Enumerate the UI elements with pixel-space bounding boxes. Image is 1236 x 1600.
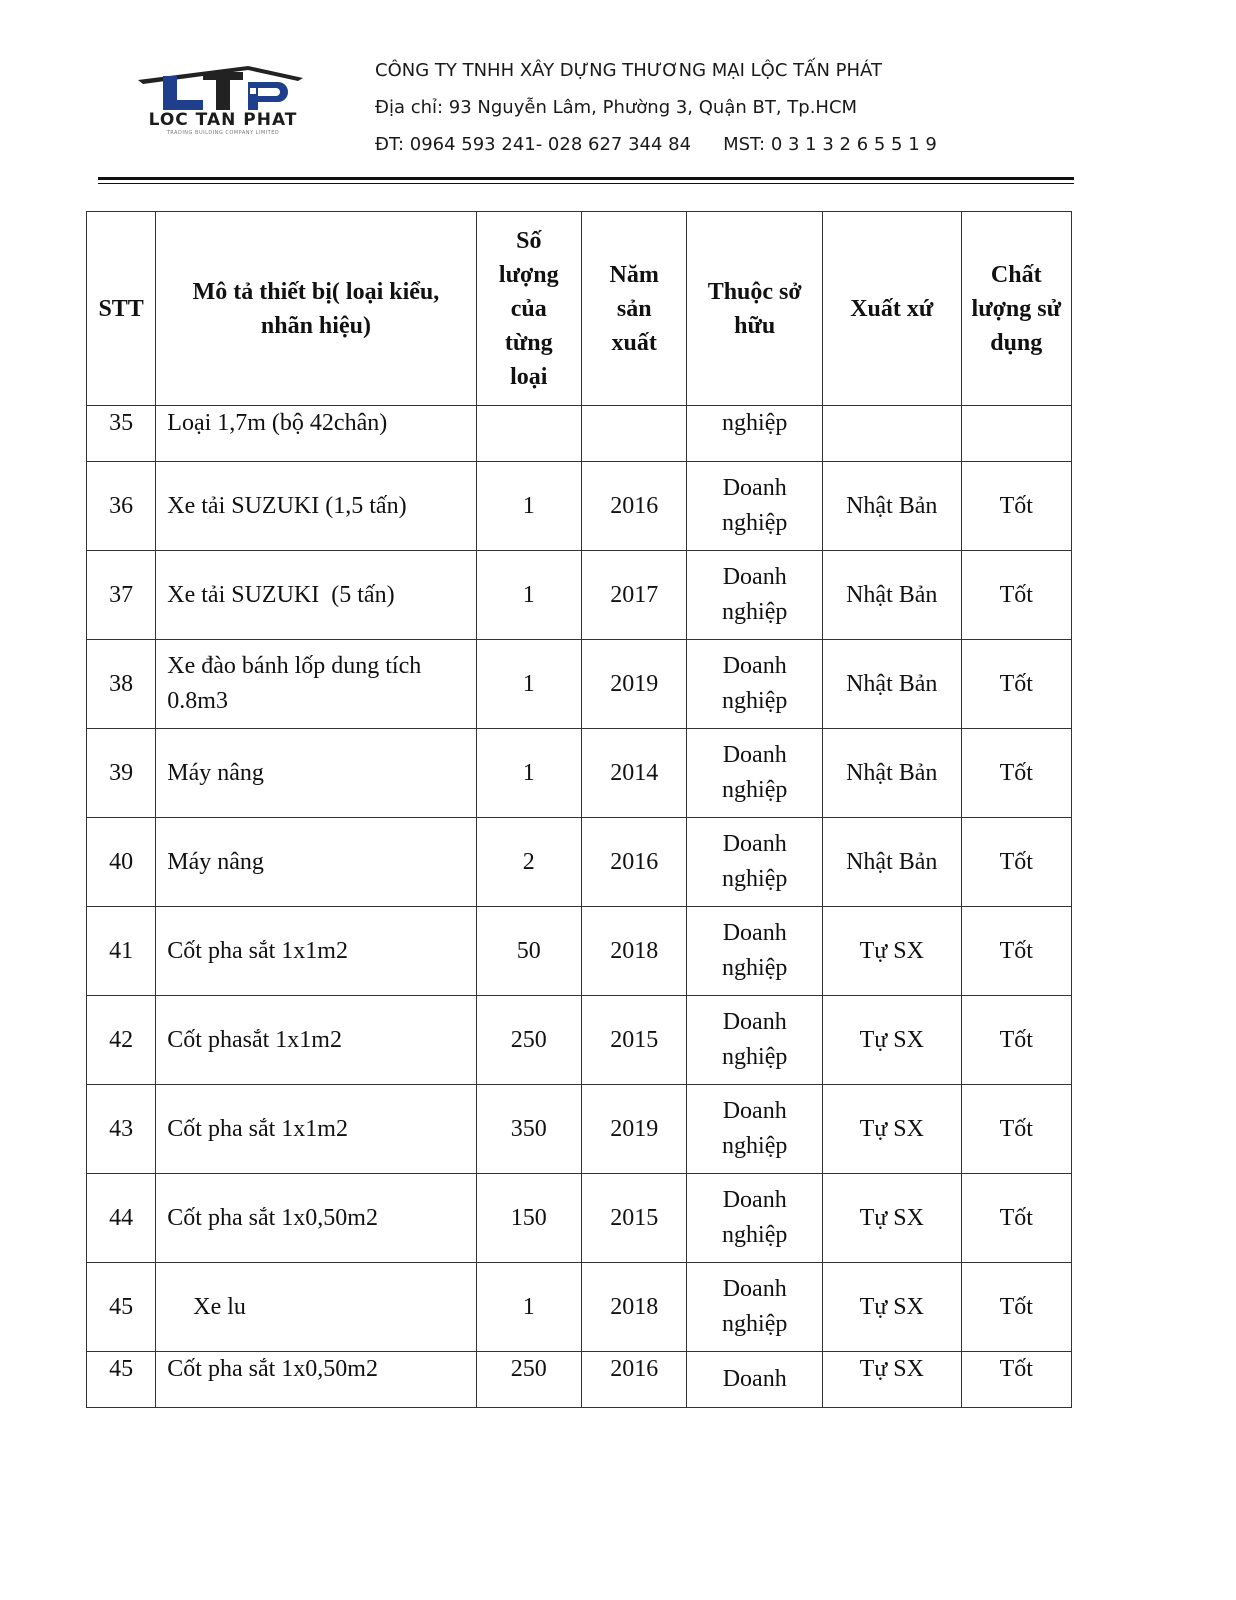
cell-quality: Tốt — [961, 1174, 1071, 1263]
col-header-year: Năm sản xuất — [582, 212, 687, 406]
cell-quantity: 1 — [476, 729, 581, 818]
cell-origin — [822, 406, 961, 462]
logo-text: LOC TAN PHAT — [148, 110, 298, 130]
cell-ownership: Doanh nghiệp — [687, 818, 823, 907]
col-header-stt: STT — [87, 212, 156, 406]
cell-ownership: Doanh nghiệp — [687, 996, 823, 1085]
company-logo — [108, 62, 338, 140]
cell-ownership: Doanh nghiệp — [687, 551, 823, 640]
cell-ownership: Doanh nghiệp — [687, 729, 823, 818]
company-address: Địa chỉ: 93 Nguyễn Lâm, Phường 3, Quận BT, Tp.HCM — [375, 97, 858, 118]
cell-origin: Tự SX — [822, 1352, 961, 1408]
table-header-row — [87, 212, 1072, 406]
col-header-quantity: Số lượng của từng loại — [476, 212, 581, 406]
letterhead — [0, 0, 1236, 190]
table-row — [87, 406, 1072, 462]
cell-origin: Nhật Bản — [822, 818, 961, 907]
cell-quality: Tốt — [961, 818, 1071, 907]
cell-ownership: Doanh nghiệp — [687, 640, 823, 729]
cell-year: 2016 — [582, 1352, 687, 1408]
cell-quantity: 1 — [476, 640, 581, 729]
cell-quantity — [476, 406, 581, 462]
cell-stt: 39 — [87, 729, 156, 818]
cell-year — [582, 406, 687, 462]
cell-year: 2014 — [582, 729, 687, 818]
cell-ownership: Doanh nghiệp — [687, 1085, 823, 1174]
cell-description: Máy nâng — [156, 818, 476, 907]
cell-ownership: Doanh nghiệp — [687, 462, 823, 551]
company-tax-code: MST: 0 3 1 3 2 6 5 5 1 9 — [723, 134, 937, 155]
cell-ownership: Doanh nghiệp — [687, 1174, 823, 1263]
cell-description: Xe đào bánh lốp dung tích 0.8m3 — [156, 640, 476, 729]
cell-origin: Tự SX — [822, 907, 961, 996]
company-contact — [375, 126, 937, 163]
cell-quantity: 250 — [476, 1352, 581, 1408]
cell-year: 2019 — [582, 640, 687, 729]
cell-description: Cốt pha sắt 1x1m2 — [156, 1085, 476, 1174]
table-row — [87, 551, 1072, 640]
cell-ownership: Doanh nghiệp — [687, 1263, 823, 1352]
cell-quantity: 2 — [476, 818, 581, 907]
table-row — [87, 729, 1072, 818]
cell-stt: 35 — [87, 406, 156, 462]
cell-description: Xe tải SUZUKI (1,5 tấn) — [156, 462, 476, 551]
cell-quantity: 1 — [476, 1263, 581, 1352]
cell-quantity: 1 — [476, 551, 581, 640]
cell-quality: Tốt — [961, 551, 1071, 640]
cell-quantity: 150 — [476, 1174, 581, 1263]
cell-description: Cốt pha sắt 1x1m2 — [156, 907, 476, 996]
cell-year: 2015 — [582, 1174, 687, 1263]
cell-origin: Nhật Bản — [822, 640, 961, 729]
cell-year: 2018 — [582, 1263, 687, 1352]
cell-quality: Tốt — [961, 907, 1071, 996]
table-row — [87, 1085, 1072, 1174]
cell-year: 2018 — [582, 907, 687, 996]
cell-quality: Tốt — [961, 729, 1071, 818]
cell-quality: Tốt — [961, 640, 1071, 729]
cell-origin: Tự SX — [822, 996, 961, 1085]
col-header-quality: Chất lượng sử dụng — [961, 212, 1071, 406]
cell-stt: 41 — [87, 907, 156, 996]
company-info — [375, 52, 937, 163]
equipment-table — [86, 211, 1072, 1408]
company-phone: ĐT: 0964 593 241- 028 627 344 84 — [375, 134, 692, 155]
cell-stt: 43 — [87, 1085, 156, 1174]
cell-description: Xe tải SUZUKI (5 tấn) — [156, 551, 476, 640]
table-row — [87, 996, 1072, 1085]
cell-year: 2016 — [582, 462, 687, 551]
cell-quality: Tốt — [961, 462, 1071, 551]
cell-description: Xe lu — [193, 1293, 246, 1320]
cell-origin: Nhật Bản — [822, 462, 961, 551]
cell-stt: 45 — [87, 1352, 156, 1408]
cell-stt: 42 — [87, 996, 156, 1085]
cell-stt: 37 — [87, 551, 156, 640]
cell-stt: 36 — [87, 462, 156, 551]
cell-description: Loại 1,7m (bộ 42chân) — [156, 406, 476, 462]
table-row — [87, 1174, 1072, 1263]
cell-description: Cốt pha sắt 1x0,50m2 — [156, 1352, 476, 1408]
cell-quantity: 50 — [476, 907, 581, 996]
cell-origin: Tự SX — [822, 1174, 961, 1263]
cell-stt: 40 — [87, 818, 156, 907]
table-row — [87, 1263, 1072, 1352]
header-divider-thick — [98, 177, 1074, 180]
table-row — [87, 1352, 1072, 1408]
house-logo-icon — [108, 62, 338, 112]
cell-stt: 45 — [87, 1263, 156, 1352]
cell-quantity: 350 — [476, 1085, 581, 1174]
cell-year: 2019 — [582, 1085, 687, 1174]
cell-description: Cốt pha sắt 1x0,50m2 — [156, 1174, 476, 1263]
cell-quality: Tốt — [961, 1352, 1071, 1408]
cell-origin: Nhật Bản — [822, 729, 961, 818]
header-divider-thin — [98, 183, 1074, 184]
col-header-origin: Xuất xứ — [822, 212, 961, 406]
cell-quality: Tốt — [961, 1085, 1071, 1174]
cell-origin: Tự SX — [822, 1085, 961, 1174]
table-row — [87, 907, 1072, 996]
cell-origin: Tự SX — [822, 1263, 961, 1352]
cell-quality: Tốt — [961, 996, 1071, 1085]
col-header-ownership: Thuộc sở hữu — [687, 212, 823, 406]
cell-origin: Nhật Bản — [822, 551, 961, 640]
cell-ownership: Doanh nghiệp — [687, 907, 823, 996]
cell-description: Máy nâng — [156, 729, 476, 818]
cell-quantity: 250 — [476, 996, 581, 1085]
cell-year: 2015 — [582, 996, 687, 1085]
cell-stt: 44 — [87, 1174, 156, 1263]
table-row — [87, 818, 1072, 907]
table-row — [87, 640, 1072, 729]
cell-year: 2017 — [582, 551, 687, 640]
cell-quality: Tốt — [961, 1263, 1071, 1352]
col-header-description: Mô tả thiết bị( loại kiểu, nhãn hiệu) — [156, 212, 476, 406]
cell-ownership: Doanh — [687, 1352, 823, 1408]
logo-subtitle: TRADING BUILDING COMPANY LIMITED — [166, 130, 280, 136]
cell-description: Cốt phasắt 1x1m2 — [156, 996, 476, 1085]
cell-year: 2016 — [582, 818, 687, 907]
table-row — [87, 462, 1072, 551]
cell-ownership: nghiệp — [687, 406, 823, 462]
cell-quality — [961, 406, 1071, 462]
cell-quantity: 1 — [476, 462, 581, 551]
company-name: CÔNG TY TNHH XÂY DỰNG THƯƠNG MẠI LỘC TẤN PHÁT — [375, 60, 882, 81]
cell-stt: 38 — [87, 640, 156, 729]
cell-description-wrap — [156, 1263, 476, 1352]
